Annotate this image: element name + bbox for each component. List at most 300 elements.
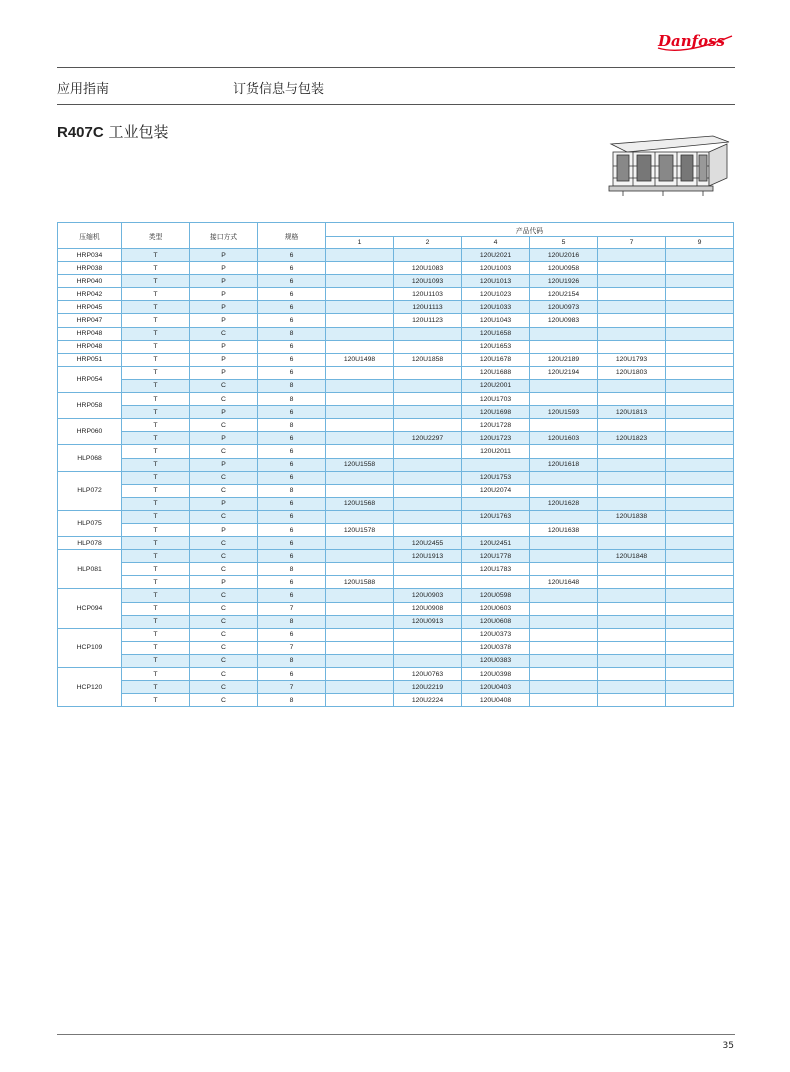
type-cell: T (122, 589, 190, 602)
code-pack-1 (326, 471, 394, 484)
table-row (58, 523, 734, 536)
code-pack-9 (666, 694, 734, 707)
code-pack-2: 120U1123 (394, 314, 462, 327)
connection-cell: C (190, 537, 258, 550)
table-row (58, 275, 734, 288)
code-pack-7: 120U1823 (598, 432, 666, 445)
compressor-model-cell: HRP048 (58, 327, 122, 340)
table-row (58, 393, 734, 406)
code-pack-5 (530, 694, 598, 707)
col-pack-7: 7 (598, 237, 666, 249)
spec-cell: 8 (258, 694, 326, 707)
type-cell: T (122, 484, 190, 497)
header-rule-top (57, 67, 735, 68)
code-pack-9 (666, 314, 734, 327)
code-pack-7: 120U1793 (598, 353, 666, 366)
code-pack-7: 120U1848 (598, 550, 666, 563)
connection-cell: P (190, 576, 258, 589)
col-type: 类型 (122, 223, 190, 249)
table-row (58, 615, 734, 628)
compressor-model-cell: HLP075 (58, 510, 122, 536)
code-pack-5: 120U1638 (530, 523, 598, 536)
code-pack-9 (666, 497, 734, 510)
connection-cell: C (190, 550, 258, 563)
table-row (58, 458, 734, 471)
code-pack-9 (666, 366, 734, 379)
code-pack-7: 120U1838 (598, 510, 666, 523)
spec-cell: 6 (258, 288, 326, 301)
table-row (58, 654, 734, 667)
code-pack-4: 120U0373 (462, 628, 530, 641)
code-pack-4 (462, 497, 530, 510)
type-cell: T (122, 694, 190, 707)
code-pack-9 (666, 419, 734, 432)
code-pack-1 (326, 484, 394, 497)
code-pack-1 (326, 419, 394, 432)
code-pack-4: 120U1778 (462, 550, 530, 563)
code-pack-7 (598, 262, 666, 275)
code-pack-2: 120U0763 (394, 668, 462, 681)
code-pack-2 (394, 458, 462, 471)
spec-cell: 6 (258, 353, 326, 366)
spec-cell: 6 (258, 537, 326, 550)
compressor-model-cell: HLP072 (58, 471, 122, 510)
connection-cell: P (190, 458, 258, 471)
spec-cell: 6 (258, 340, 326, 353)
code-pack-9 (666, 563, 734, 576)
spec-cell: 6 (258, 432, 326, 445)
code-pack-5: 120U0973 (530, 301, 598, 314)
spec-cell: 6 (258, 510, 326, 523)
code-pack-2 (394, 419, 462, 432)
code-pack-5: 120U2194 (530, 366, 598, 379)
table-row (58, 576, 734, 589)
compressor-model-cell: HLP078 (58, 537, 122, 550)
header-rule-bottom (57, 104, 735, 105)
code-pack-4: 120U2001 (462, 379, 530, 392)
code-pack-2 (394, 523, 462, 536)
type-cell: T (122, 576, 190, 589)
code-pack-5 (530, 628, 598, 641)
col-pack-1: 1 (326, 237, 394, 249)
code-pack-5: 120U1648 (530, 576, 598, 589)
type-cell: T (122, 628, 190, 641)
code-pack-7 (598, 393, 666, 406)
type-cell: T (122, 641, 190, 654)
code-pack-2 (394, 628, 462, 641)
code-pack-7 (598, 471, 666, 484)
code-pack-4: 120U1658 (462, 327, 530, 340)
code-pack-7: 120U1813 (598, 406, 666, 419)
code-pack-5 (530, 550, 598, 563)
code-pack-4: 120U1753 (462, 471, 530, 484)
code-pack-4: 120U1043 (462, 314, 530, 327)
code-pack-5 (530, 419, 598, 432)
table-row (58, 681, 734, 694)
code-pack-2: 120U1858 (394, 353, 462, 366)
table-row (58, 471, 734, 484)
code-pack-4: 120U1653 (462, 340, 530, 353)
table-row (58, 419, 734, 432)
code-pack-2: 120U2224 (394, 694, 462, 707)
code-pack-2 (394, 641, 462, 654)
type-cell: T (122, 654, 190, 667)
code-pack-2: 120U2219 (394, 681, 462, 694)
connection-cell: C (190, 471, 258, 484)
code-pack-9 (666, 681, 734, 694)
type-cell: T (122, 458, 190, 471)
connection-cell: P (190, 523, 258, 536)
compressor-model-cell: HRP042 (58, 288, 122, 301)
code-pack-9 (666, 432, 734, 445)
code-pack-5: 120U1926 (530, 275, 598, 288)
code-pack-4: 120U2451 (462, 537, 530, 550)
spec-cell: 7 (258, 681, 326, 694)
table-row (58, 301, 734, 314)
table-row (58, 327, 734, 340)
code-pack-7 (598, 628, 666, 641)
connection-cell: C (190, 668, 258, 681)
connection-cell: P (190, 275, 258, 288)
code-pack-9 (666, 576, 734, 589)
table-row (58, 563, 734, 576)
spec-cell: 8 (258, 563, 326, 576)
code-pack-4: 120U1763 (462, 510, 530, 523)
code-pack-9 (666, 628, 734, 641)
connection-cell: P (190, 340, 258, 353)
code-pack-7 (598, 668, 666, 681)
type-cell: T (122, 510, 190, 523)
code-pack-4: 120U2011 (462, 445, 530, 458)
code-pack-2 (394, 445, 462, 458)
code-pack-5 (530, 537, 598, 550)
code-pack-7 (598, 654, 666, 667)
table-row (58, 668, 734, 681)
code-pack-7 (598, 681, 666, 694)
code-pack-7 (598, 589, 666, 602)
table-row (58, 589, 734, 602)
code-pack-1 (326, 249, 394, 262)
spec-cell: 6 (258, 445, 326, 458)
code-pack-1 (326, 288, 394, 301)
table-row (58, 288, 734, 301)
code-pack-1 (326, 681, 394, 694)
title-text: 工业包装 (108, 123, 169, 141)
code-pack-4: 120U0598 (462, 589, 530, 602)
col-spec: 规格 (258, 223, 326, 249)
type-cell: T (122, 288, 190, 301)
compressor-model-cell: HRP051 (58, 353, 122, 366)
spec-cell: 6 (258, 628, 326, 641)
connection-cell: P (190, 288, 258, 301)
table-row (58, 694, 734, 707)
connection-cell: C (190, 589, 258, 602)
code-pack-7 (598, 641, 666, 654)
connection-cell: C (190, 681, 258, 694)
code-pack-7 (598, 327, 666, 340)
type-cell: T (122, 471, 190, 484)
spec-cell: 8 (258, 419, 326, 432)
code-pack-7 (598, 537, 666, 550)
code-pack-1 (326, 340, 394, 353)
compressor-model-cell: HLP081 (58, 550, 122, 589)
code-pack-7 (598, 288, 666, 301)
type-cell: T (122, 262, 190, 275)
danfoss-logo (654, 28, 736, 56)
code-pack-2: 120U1113 (394, 301, 462, 314)
code-pack-1 (326, 602, 394, 615)
code-pack-2: 120U2455 (394, 537, 462, 550)
spec-cell: 8 (258, 327, 326, 340)
table-row (58, 379, 734, 392)
spec-cell: 7 (258, 641, 326, 654)
code-pack-4: 120U1723 (462, 432, 530, 445)
code-pack-7: 120U1803 (598, 366, 666, 379)
connection-cell: C (190, 327, 258, 340)
code-pack-5: 120U1628 (530, 497, 598, 510)
table-row (58, 510, 734, 523)
code-pack-5 (530, 484, 598, 497)
table-row (58, 366, 734, 379)
code-pack-4: 120U1003 (462, 262, 530, 275)
code-pack-5 (530, 602, 598, 615)
table-row (58, 249, 734, 262)
connection-cell: P (190, 406, 258, 419)
compressor-model-cell: HCP094 (58, 589, 122, 628)
code-pack-9 (666, 641, 734, 654)
code-pack-4: 120U0403 (462, 681, 530, 694)
code-pack-9 (666, 654, 734, 667)
table-row (58, 550, 734, 563)
code-pack-5 (530, 654, 598, 667)
spec-cell: 8 (258, 379, 326, 392)
compressor-model-cell: HRP054 (58, 366, 122, 392)
type-cell: T (122, 668, 190, 681)
code-pack-4: 120U1688 (462, 366, 530, 379)
code-pack-2: 120U1093 (394, 275, 462, 288)
code-pack-4: 120U1033 (462, 301, 530, 314)
connection-cell: C (190, 602, 258, 615)
code-pack-1 (326, 432, 394, 445)
spec-cell: 8 (258, 654, 326, 667)
code-pack-2 (394, 327, 462, 340)
compressor-model-cell: HLP068 (58, 445, 122, 471)
table-row (58, 353, 734, 366)
code-pack-2: 120U0908 (394, 602, 462, 615)
code-pack-4: 120U2074 (462, 484, 530, 497)
code-pack-2: 120U0913 (394, 615, 462, 628)
code-pack-7 (598, 419, 666, 432)
type-cell: T (122, 406, 190, 419)
code-pack-5: 120U0958 (530, 262, 598, 275)
code-pack-2: 120U0903 (394, 589, 462, 602)
code-pack-7 (598, 615, 666, 628)
section-label: 应用指南 (57, 82, 110, 97)
code-pack-5: 120U1618 (530, 458, 598, 471)
table-row (58, 537, 734, 550)
code-pack-5: 120U2154 (530, 288, 598, 301)
code-pack-4: 120U1703 (462, 393, 530, 406)
table-row (58, 314, 734, 327)
type-cell: T (122, 340, 190, 353)
code-pack-5 (530, 641, 598, 654)
code-pack-4: 120U0608 (462, 615, 530, 628)
type-cell: T (122, 301, 190, 314)
code-pack-5 (530, 668, 598, 681)
connection-cell: P (190, 366, 258, 379)
code-pack-9 (666, 275, 734, 288)
code-pack-1 (326, 654, 394, 667)
type-cell: T (122, 327, 190, 340)
spec-cell: 6 (258, 314, 326, 327)
type-cell: T (122, 602, 190, 615)
code-pack-2 (394, 379, 462, 392)
table-row (58, 445, 734, 458)
col-compressor: 压缩机 (58, 223, 122, 249)
table-row (58, 432, 734, 445)
connection-cell: C (190, 615, 258, 628)
spec-cell: 7 (258, 602, 326, 615)
code-pack-9 (666, 471, 734, 484)
spec-cell: 6 (258, 523, 326, 536)
code-pack-9 (666, 615, 734, 628)
footer-rule (57, 1034, 735, 1035)
table-row (58, 406, 734, 419)
code-pack-2: 120U1913 (394, 550, 462, 563)
type-cell: T (122, 523, 190, 536)
code-pack-5 (530, 393, 598, 406)
table-row (58, 484, 734, 497)
code-pack-1 (326, 615, 394, 628)
spec-cell: 6 (258, 262, 326, 275)
code-pack-5 (530, 615, 598, 628)
connection-cell: C (190, 510, 258, 523)
code-pack-1 (326, 406, 394, 419)
code-pack-9 (666, 249, 734, 262)
compressor-model-cell: HRP038 (58, 262, 122, 275)
connection-cell: C (190, 654, 258, 667)
code-pack-4: 120U0383 (462, 654, 530, 667)
code-pack-9 (666, 301, 734, 314)
code-pack-5: 120U1593 (530, 406, 598, 419)
code-pack-9 (666, 288, 734, 301)
code-pack-4: 120U1023 (462, 288, 530, 301)
type-cell: T (122, 615, 190, 628)
col-pack-9: 9 (666, 237, 734, 249)
code-pack-9 (666, 445, 734, 458)
type-cell: T (122, 393, 190, 406)
connection-cell: C (190, 484, 258, 497)
connection-cell: C (190, 641, 258, 654)
code-pack-2 (394, 366, 462, 379)
table-row (58, 628, 734, 641)
compressor-model-cell: HRP047 (58, 314, 122, 327)
code-pack-1 (326, 314, 394, 327)
type-cell: T (122, 432, 190, 445)
connection-cell: P (190, 314, 258, 327)
topic-label: 订货信息与包装 (233, 82, 325, 97)
spec-cell: 6 (258, 275, 326, 288)
code-pack-7 (598, 340, 666, 353)
code-pack-5 (530, 327, 598, 340)
code-pack-2 (394, 654, 462, 667)
spec-cell: 6 (258, 497, 326, 510)
code-pack-1 (326, 641, 394, 654)
type-cell: T (122, 353, 190, 366)
title-prefix: R407C (57, 124, 104, 141)
code-pack-7 (598, 484, 666, 497)
svg-text:Danfoss: Danfoss (658, 32, 725, 50)
code-pack-9 (666, 602, 734, 615)
type-cell: T (122, 537, 190, 550)
spec-cell: 6 (258, 550, 326, 563)
spec-cell: 6 (258, 668, 326, 681)
spec-cell: 8 (258, 484, 326, 497)
connection-cell: C (190, 445, 258, 458)
code-pack-9 (666, 668, 734, 681)
code-pack-2 (394, 471, 462, 484)
col-pack-4: 4 (462, 237, 530, 249)
spec-cell: 6 (258, 249, 326, 262)
code-pack-4 (462, 576, 530, 589)
type-cell: T (122, 419, 190, 432)
code-pack-7 (598, 576, 666, 589)
code-pack-7 (598, 275, 666, 288)
code-pack-2 (394, 576, 462, 589)
code-pack-5: 120U2189 (530, 353, 598, 366)
code-pack-2: 120U1083 (394, 262, 462, 275)
spec-cell: 6 (258, 471, 326, 484)
code-pack-5 (530, 471, 598, 484)
code-pack-4: 120U1013 (462, 275, 530, 288)
connection-cell: C (190, 694, 258, 707)
table-row (58, 602, 734, 615)
code-pack-9 (666, 393, 734, 406)
code-pack-1 (326, 262, 394, 275)
spec-cell: 8 (258, 393, 326, 406)
code-pack-2 (394, 393, 462, 406)
code-pack-9 (666, 262, 734, 275)
code-pack-1 (326, 563, 394, 576)
table-body (58, 249, 734, 707)
connection-cell: P (190, 497, 258, 510)
spec-cell: 6 (258, 366, 326, 379)
col-product-code: 产品代码 (326, 223, 734, 237)
code-pack-7 (598, 314, 666, 327)
connection-cell: C (190, 419, 258, 432)
code-pack-7 (598, 694, 666, 707)
code-pack-7 (598, 379, 666, 392)
spec-cell: 6 (258, 458, 326, 471)
code-pack-5 (530, 340, 598, 353)
code-pack-9 (666, 550, 734, 563)
code-pack-7 (598, 249, 666, 262)
code-pack-1 (326, 327, 394, 340)
code-pack-1 (326, 589, 394, 602)
page-number: 35 (722, 1041, 734, 1051)
code-pack-4 (462, 523, 530, 536)
code-pack-5 (530, 563, 598, 576)
col-pack-2: 2 (394, 237, 462, 249)
table-row (58, 497, 734, 510)
table-row (58, 641, 734, 654)
connection-cell: P (190, 353, 258, 366)
type-cell: T (122, 497, 190, 510)
compressor-model-cell: HCP120 (58, 668, 122, 707)
code-pack-5: 120U2016 (530, 249, 598, 262)
pallet-packaging-illustration (603, 126, 733, 198)
type-cell: T (122, 275, 190, 288)
